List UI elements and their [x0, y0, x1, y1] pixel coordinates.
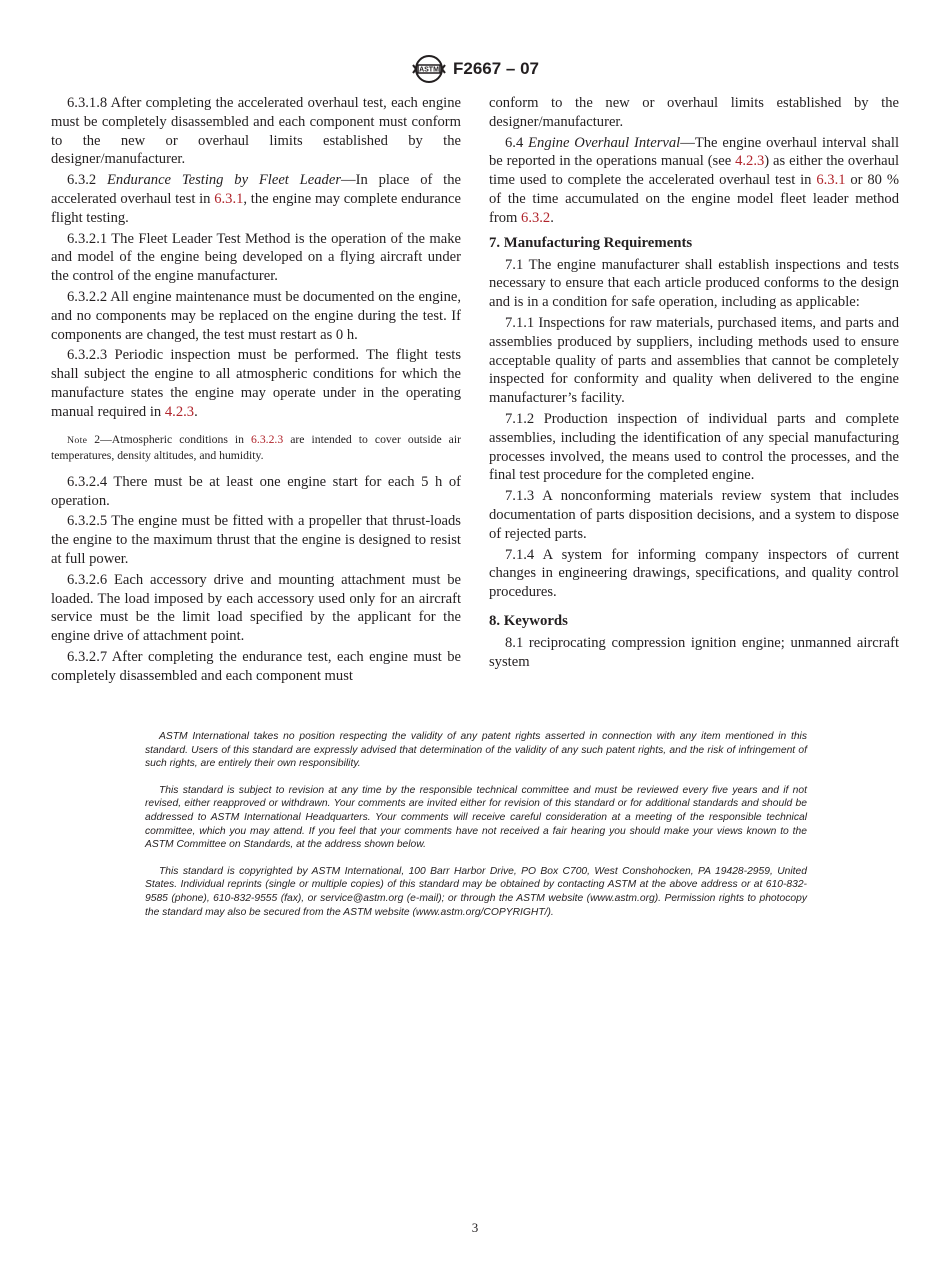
reference-link-6-3-1[interactable]: 6.3.1	[816, 172, 846, 189]
section-title: Endurance Testing by Fleet Leader	[107, 172, 342, 189]
paragraph-6-3-2-3	[51, 346, 461, 421]
reference-link-6-3-2[interactable]: 6.3.2	[521, 209, 551, 226]
section-heading-7: 7. Manufacturing Requirements	[489, 234, 693, 251]
page-header	[0, 52, 950, 86]
astm-logo-icon	[411, 52, 447, 86]
paragraph-6-3-2	[51, 171, 461, 227]
paragraph-6-4	[489, 134, 899, 228]
paragraph-text: —The engine overhaul interval shall be reported in the operations manual (see	[489, 134, 900, 170]
note-text: 2—Atmospheric conditions in	[87, 432, 252, 446]
reference-link-6-3-2-3[interactable]: 6.3.2.3	[251, 432, 284, 446]
reference-link-4-2-3[interactable]: 4.2.3	[735, 153, 765, 170]
paragraph-text: ) as either the overhaul time used to complete the accelerated overhaul test in	[489, 153, 899, 189]
paragraph-text: —In place of the accelerated overhaul test in	[51, 172, 461, 207]
section-heading-8: 8. Keywords	[489, 612, 568, 629]
paragraph-text: .	[550, 209, 554, 226]
paragraph-7-1: 7.1 The engine manufacturer shall establish inspections and tests necessary to ensure that each article produced conforms to the design and is in a condition for safe operation, including as applicable:	[489, 256, 899, 311]
revision-notice: This standard is subject to revision at any time by the responsible technical committee and must be reviewed every five years and if not revised, either reapproved or withdrawn. Your comments are invited either for revision of this standard or for additional standards and should be addressed to ASTM International Headquarters. Your comments will receive careful consideration at a meeting of the responsible technical committee, which you may attend. If you feel that your comments have not received a fair hearing you should make your views known to the ASTM Committee on Standards, at the address shown below.	[145, 784, 807, 851]
section-number: 6.3.2	[67, 172, 97, 189]
left-column	[51, 94, 461, 688]
reference-link-6-3-1[interactable]: 6.3.1	[214, 190, 244, 207]
paragraph-6-3-2-1: 6.3.2.1 The Fleet Leader Test Method is the operation of the make and model of the engine being developed on a flying aircraft under the control of the engine manufacturer.	[51, 230, 461, 285]
paragraph-6-3-2-6: 6.3.2.6 Each accessory drive and mounting attachment must be loaded. The load imposed by each accessory used only for an aircraft service must be the limit load specified by the applicant for the engine drive of attachment point.	[51, 571, 461, 645]
standard-designation: F2667 – 07	[452, 59, 539, 78]
footer-notices	[145, 730, 807, 932]
paragraph-continuation: conform to the new or overhaul limits established by the designer/manufacturer.	[489, 95, 899, 130]
section-title: Engine Overhaul Interval	[528, 134, 681, 151]
paragraph-text: .	[194, 403, 198, 420]
section-number: 6.4	[505, 134, 524, 151]
paragraph-7-1-1: 7.1.1 Inspections for raw materials, purchased items, and parts and assemblies produced by suppliers, including methods used to ensure acceptable quality of parts and assemblies that cannot be completely inspected for conformity and quality when delivered to the engine manufacturer’s facility.	[489, 314, 899, 407]
paragraph-text: 6.3.2.3 Periodic inspection must be performed. The flight tests shall subject the engine to all atmospheric conditions for which the manufacture states the engine may operate under in the operating manual required in	[51, 347, 461, 420]
paragraph-7-1-3: 7.1.3 A nonconforming materials review system that includes documentation of parts disposition decisions, and a system to dispose of rejected parts.	[489, 488, 899, 542]
patent-notice: ASTM International takes no position respecting the validity of any patent rights asserted in connection with any item mentioned in this standard. Users of this standard are expressly advised that determination of the validity of any such patent rights, and the risk of infringement of such rights, are entirely their own responsibility.	[145, 731, 807, 770]
paragraph-7-1-4: 7.1.4 A system for informing company inspectors of current changes in engineering drawings, specifications, and quality control procedures.	[489, 546, 899, 601]
paragraph-6-3-2-4: 6.3.2.4 There must be at least one engine start for each 5 h of operation.	[51, 473, 461, 509]
paragraph-8-1: 8.1 reciprocating compression ignition engine; unmanned aircraft system	[489, 634, 899, 670]
paragraph-6-3-2-2: 6.3.2.2 All engine maintenance must be documented on the engine, and no components may be replaced on the engine during the test. If components are changed, the test must restart as 0 h.	[51, 288, 461, 343]
paragraph-6-3-2-7: 6.3.2.7 After completing the endurance test, each engine must be completely disassembled and each component must	[51, 648, 461, 684]
right-column	[489, 94, 899, 674]
paragraph-7-1-2: 7.1.2 Production inspection of individual parts and complete assemblies, including the identification of any special manufacturing processes involved, the means used to control the processes, and the final test procedure for the completed engine.	[489, 410, 899, 484]
note-text: are intended to cover outside air temperatures, density altitudes, and humidity.	[51, 432, 461, 463]
reference-link-4-2-3[interactable]: 4.2.3	[164, 403, 195, 420]
paragraph-text: or 80 % of the time accumulated on the engine model fleet leader method from	[489, 172, 899, 226]
page-number: 3	[471, 1220, 479, 1235]
copyright-notice: This standard is copyrighted by ASTM International, 100 Barr Harbor Drive, PO Box C700, West Conshohocken, PA 19428-2959, United States. Individual reprints (single or multiple copies) of this standard may be obtained by contacting ASTM at the above address or at 610-832-9585 (phone), 610-832-9555 (fax), or service@astm.org (e-mail); or through the ASTM website (www.astm.org). Permission rights to photocopy the standard may also be secured from the ASTM website (www.astm.org/COPYRIGHT/).	[145, 865, 807, 918]
note-label: Note	[67, 434, 88, 446]
astm-logo-text: ASTM	[419, 66, 439, 74]
paragraph-6-3-2-5: 6.3.2.5 The engine must be fitted with a propeller that thrust-loads the engine to the maximum thrust that the engine is designed to resist at full power.	[51, 513, 461, 567]
paragraph-text: , the engine may complete endurance flight testing.	[51, 190, 461, 226]
note-2	[51, 432, 461, 464]
paragraph-6-3-1-8: 6.3.1.8 After completing the accelerated overhaul test, each engine must be completely disassembled and each component must conform to the new or overhaul limits established by the designer/manufacturer.	[51, 95, 461, 168]
